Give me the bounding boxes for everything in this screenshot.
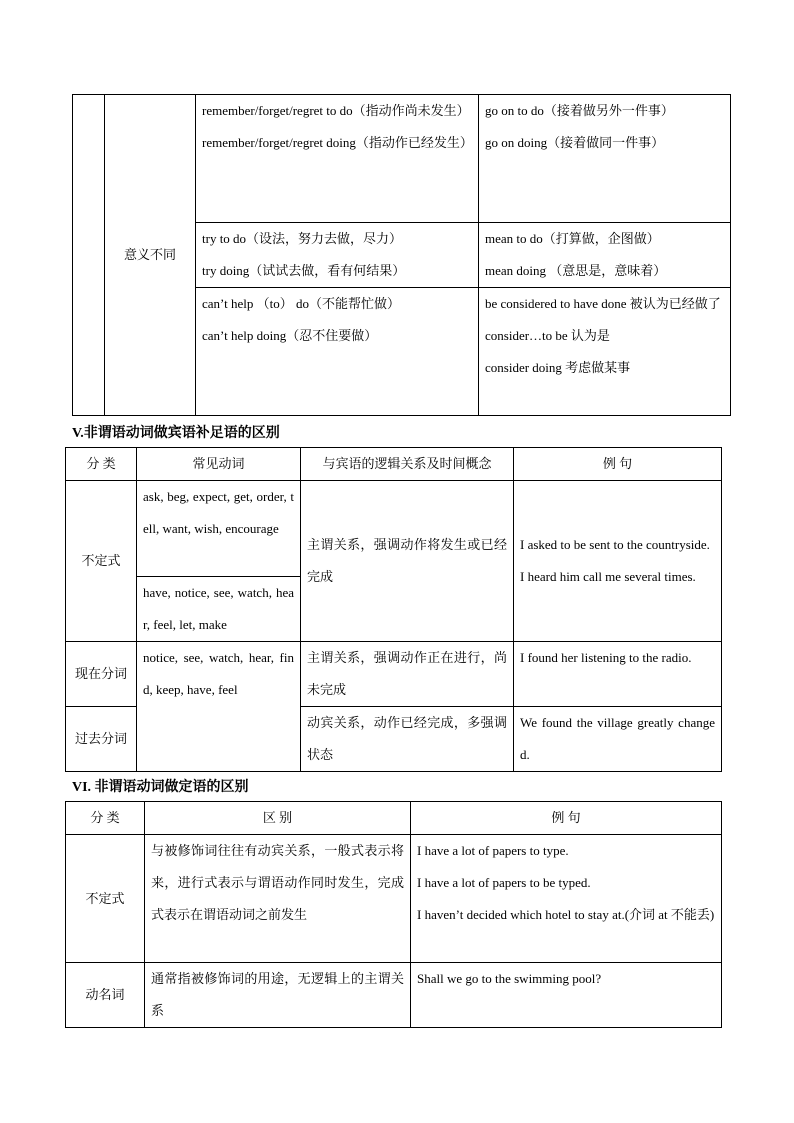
difference-cell: 与被修饰词往往有动宾关系，一般式表示将来，进行式表示与谓语动作同时发生，完成式表示在谓语动词之前发生 (145, 835, 411, 963)
category-cell: 现在分词 (66, 642, 137, 707)
header-cell: 分 类 (66, 448, 137, 481)
usage-line: try doing（试试去做，看有何结果） (202, 263, 406, 278)
difference-cell: 通常指被修饰词的用途，无逻辑上的主谓关系 (145, 963, 411, 1028)
example-cell (514, 481, 722, 642)
verbs-cell: ask, beg, expect, get, order, tell, want, wish, encourage (137, 481, 301, 577)
category-cell: 意义不同 (105, 95, 196, 416)
header-cell: 例 句 (411, 802, 722, 835)
usage-line: consider doing 考虑做某事 (485, 360, 631, 375)
usage-line: remember/forget/regret to do（指动作尚未发生） (202, 103, 470, 118)
category-cell: 动名词 (66, 963, 145, 1028)
example-line: I haven’t decided which hotel to stay at.(介词 at 不能丢) (417, 907, 715, 922)
example-line: I asked to be sent to the countryside. (520, 537, 710, 552)
section-heading: V.非谓语动词做宾语补足语的区别 (72, 426, 280, 441)
example-line: I have a lot of papers to be typed. (417, 875, 591, 890)
usage-line: go on doing（接着做同一件事） (485, 135, 665, 150)
left-cell (196, 95, 479, 223)
example-cell (411, 963, 722, 1028)
header-cell: 分 类 (66, 802, 145, 835)
right-cell (479, 95, 731, 223)
attributive-table (65, 801, 722, 1028)
header-cell: 区 别 (145, 802, 411, 835)
category-cell: 不定式 (66, 481, 137, 642)
usage-line: can’t help doing（忍不住要做） (202, 328, 378, 343)
left-cell (196, 223, 479, 288)
category-cell: 不定式 (66, 835, 145, 963)
meaning-difference-table (72, 94, 731, 416)
usage-line: consider…to be 认为是 (485, 328, 610, 343)
blank-cell (73, 95, 105, 416)
example-line: I have a lot of papers to type. (417, 843, 569, 858)
usage-line: remember/forget/regret doing（指动作已经发生） (202, 135, 473, 150)
relation-cell: 动宾关系，动作已经完成，多强调状态 (301, 707, 514, 772)
usage-line: be considered to have done 被认为已经做了 (485, 296, 721, 311)
usage-line: go on to do（接着做另外一件事） (485, 103, 674, 118)
header-cell: 与宾语的逻辑关系及时间概念 (301, 448, 514, 481)
relation-cell: 主谓关系，强调动作正在进行，尚未完成 (301, 642, 514, 707)
example-line: Shall we go to the swimming pool? (417, 971, 602, 986)
example-cell: I found her listening to the radio. (514, 642, 722, 707)
complement-table (65, 447, 722, 772)
header-cell: 常见动词 (137, 448, 301, 481)
relation-cell: 主谓关系，强调动作将发生或已经完成 (301, 481, 514, 642)
verbs-cell: have, notice, see, watch, hear, feel, let, make (137, 577, 301, 642)
usage-line: mean doing （意思是，意味着） (485, 263, 667, 278)
usage-line: mean to do（打算做，企图做） (485, 231, 660, 246)
verbs-cell: notice, see, watch, hear, find, keep, have, feel (137, 642, 301, 772)
right-cell (479, 288, 731, 416)
example-cell (411, 835, 722, 963)
usage-line: can’t help （to） do（不能帮忙做） (202, 296, 400, 311)
example-line: I heard him call me several times. (520, 569, 696, 584)
right-cell (479, 223, 731, 288)
section-heading: VI. 非谓语动词做定语的区别 (72, 780, 249, 795)
example-cell: We found the village greatly changed. (514, 707, 722, 772)
usage-line: try to do（设法，努力去做，尽力） (202, 231, 403, 246)
header-cell: 例 句 (514, 448, 722, 481)
category-cell: 过去分词 (66, 707, 137, 772)
left-cell (196, 288, 479, 416)
